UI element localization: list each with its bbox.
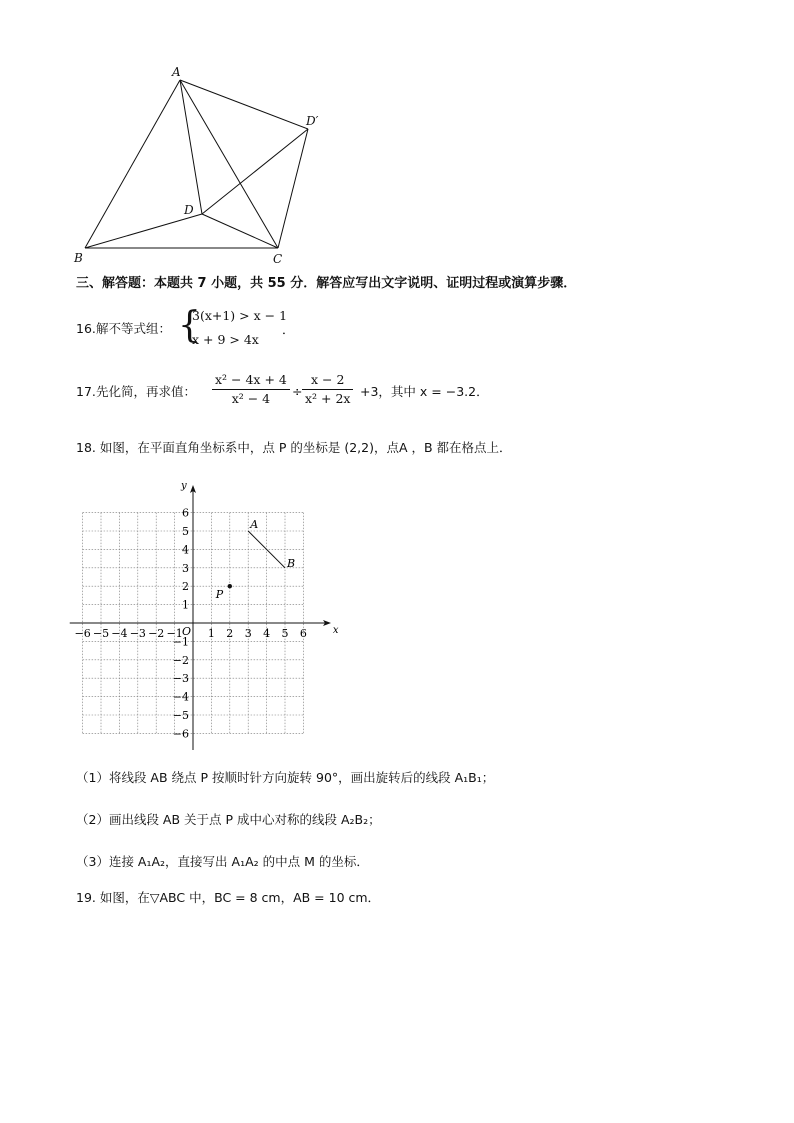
segment-BD [85,214,202,248]
x-tick-label: −4 [111,627,128,640]
x-axis-label: x [332,625,339,636]
q16-line1: 3(x+1) > x − 1 [192,308,288,323]
x-tick-label: 6 [299,627,307,640]
segment-C-Dprime [278,129,308,248]
point-B-label: B [287,556,296,570]
q18-text: 如图，在平面直角坐标系中，点 P 的坐标是 (2,2)，点A ，B 都在格点上． [99,440,512,455]
q17-frac1-denominator: x² − 4 [231,391,271,406]
x-tick-label: 1 [207,627,215,640]
y-tick-label: −5 [172,709,189,722]
label-B: B [74,251,83,265]
y-tick-label: 6 [182,506,189,520]
x-tick-label: 3 [244,627,252,640]
q18-sub1: （1）将线段 AB 绕点 P 按顺时针方向旋转 90°，画出旋转后的线段 A₁B₁； [76,770,495,785]
y-tick-label: −6 [172,727,189,741]
q17-fraction-1 [212,372,290,407]
y-tick-label: 4 [182,543,189,557]
q19-text: 如图，在▽ABC 中，BC = 8 cm，AB = 10 cm． [99,890,381,905]
question-19 [76,890,380,906]
q18-number: 18. [76,440,96,455]
brace-icon: { [178,305,201,346]
q17-frac2-denominator: x² + 2x [305,391,351,406]
point-P [228,584,232,588]
q16-line2: x + 9 > 4x [192,332,259,347]
segment-AB [85,80,180,248]
q16-number: 16. [76,321,96,336]
y-tick-label: 1 [182,598,189,612]
y-tick-label: −3 [172,672,189,686]
segment-AD [180,80,202,214]
x-tick-label: 5 [281,627,289,640]
segment-D-Dprime [202,129,308,214]
q18-sub3: （3）连接 A₁A₂，直接写出 A₁A₂ 的中点 M 的坐标． [76,854,369,869]
q18-sub2: （2）画出线段 AB 关于点 P 成中心对称的线段 A₂B₂； [76,812,381,827]
x-tick-label: 4 [263,627,271,640]
label-C: C [273,252,283,266]
q17-frac1-numerator: x² − 4x + 4 [212,372,290,390]
q17-number: 17. [76,384,96,399]
segment-AC [180,80,278,248]
q17-divide: ÷ [292,384,303,399]
y-tick-label: −2 [172,653,189,667]
y-tick-label: −4 [172,690,189,704]
label-D: D [184,203,194,217]
segment-DC [202,214,278,248]
coordinate-grid [62,478,352,753]
section-heading: 三、解答题：本题共 7 小题，共 55 分．解答应写出文字说明、证明过程或演算步骤． [76,276,577,291]
x-tick-label: −3 [129,627,146,640]
q19-number: 19. [76,890,96,905]
y-tick-label: −1 [172,635,189,649]
segment-AD-prime [180,80,308,129]
x-tick-label: −5 [92,627,110,640]
x-tick-label: −6 [74,627,91,640]
x-tick-label: −2 [148,627,165,640]
y-tick-label: 5 [182,525,189,538]
label-A: A [172,65,181,79]
x-tick-label: 2 [226,627,234,640]
y-tick-label: 2 [182,580,189,594]
point-P-label: P [215,588,224,602]
point-A-label: A [250,518,259,531]
geometry-figure [60,60,350,270]
label-D-prime: D′ [306,114,319,128]
q16-end: ． [282,322,295,337]
y-tick-label: 3 [182,561,189,575]
x-tick-label: −1 [166,627,183,640]
q17-text: 先化简，再求值： [96,384,197,399]
q17-tail: +3，其中 x = −3.2． [360,384,489,399]
question-18 [76,440,512,456]
q16-text: 解不等式组： [96,321,172,336]
q17-fraction-2 [302,372,353,407]
y-axis-label: y [181,480,187,492]
origin-label: O [182,625,192,638]
q17-frac2-numerator: x − 2 [302,372,353,390]
